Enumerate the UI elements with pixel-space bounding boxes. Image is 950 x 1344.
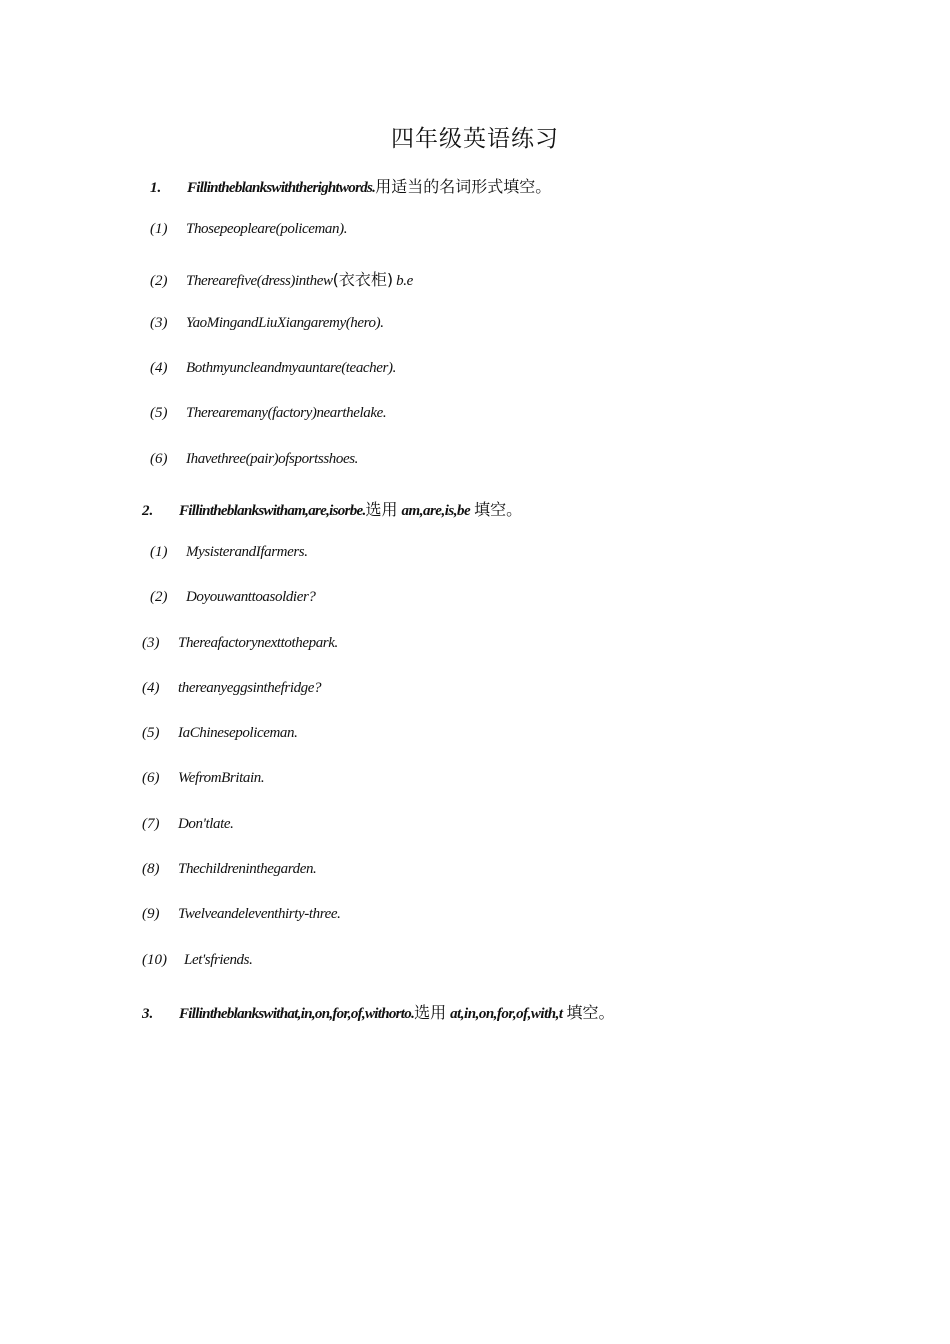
question-text: Doyouwanttoasoldier? [186, 589, 316, 605]
question-number: (2) [150, 273, 168, 289]
section-instruction-cn: 选用 [365, 500, 398, 519]
section-1-heading [150, 174, 551, 197]
question-number: (2) [150, 589, 168, 605]
question-item [142, 906, 340, 923]
section-instruction-cn-2: 填空。 [474, 500, 523, 519]
question-item [150, 405, 386, 422]
question-number: (10) [142, 952, 167, 968]
section-instruction-cn: 选用 [414, 1003, 447, 1022]
section-number: 3. [142, 1006, 154, 1022]
question-item [142, 680, 321, 697]
section-instruction-cn: 用适当的名词形式填空。 [375, 177, 552, 196]
question-number: (8) [142, 861, 160, 877]
question-text: YaoMingandLiuXiangaremy(hero). [186, 315, 384, 331]
question-number: (1) [150, 544, 168, 560]
section-instruction-en: Fillintheblankswithat,in,on,for,of,withorto. [179, 1006, 415, 1022]
question-number: (9) [142, 906, 160, 922]
question-number: (1) [150, 221, 168, 237]
question-number: (7) [142, 816, 160, 832]
question-text: IaChinesepoliceman. [178, 725, 298, 741]
question-number: (3) [150, 315, 168, 331]
question-number: (5) [150, 405, 168, 421]
question-text: Twelveandeleventhirty-three. [178, 906, 341, 922]
question-item [150, 267, 413, 290]
question-text: Let'sfriends. [184, 952, 253, 968]
question-hint-cn: (衣衣柜) [332, 270, 394, 289]
question-item [142, 816, 233, 833]
question-text-after: b.e [396, 273, 413, 289]
section-number: 2. [142, 503, 154, 519]
question-number: (3) [142, 635, 160, 651]
question-text: Thosepeopleare(policeman). [186, 221, 348, 237]
question-number: (4) [150, 360, 168, 376]
question-item [150, 451, 358, 468]
question-text: Bothmyuncleandmyauntare(teacher). [186, 360, 396, 376]
section-instruction-en-2: am,are,is,be [401, 503, 471, 519]
question-item [142, 861, 316, 878]
question-text: WefromBritain. [178, 770, 265, 786]
question-text: Ihavethree(pair)ofsportsshoes. [186, 451, 358, 467]
question-text: Therearemany(factory)nearthelake. [186, 405, 387, 421]
question-item [150, 360, 396, 377]
question-item [150, 315, 384, 332]
section-number: 1. [150, 180, 162, 196]
question-number: (5) [142, 725, 160, 741]
question-text: Don'tlate. [178, 816, 234, 832]
section-instruction-cn-2: 填空。 [566, 1003, 615, 1022]
question-text: Thereafactorynexttothepark. [178, 635, 338, 651]
question-text: Thechildreninthegarden. [178, 861, 317, 877]
section-instruction-en: Fillintheblankswiththerightwords. [187, 180, 376, 196]
section-instruction-en: Fillintheblankswitham,are,isorbe. [179, 503, 366, 519]
question-item [150, 544, 308, 561]
question-number: (4) [142, 680, 160, 696]
question-text: Therearefive(dress)inthew [186, 273, 333, 289]
section-instruction-en-2: at,in,on,for,of,with,t [450, 1006, 563, 1022]
question-item [142, 725, 297, 742]
question-number: (6) [150, 451, 168, 467]
question-item [150, 589, 316, 606]
question-item [150, 221, 347, 238]
section-3-heading [142, 1000, 615, 1023]
question-text: thereanyeggsinthefridge? [178, 680, 322, 696]
section-2-heading [142, 497, 522, 520]
question-item [142, 952, 252, 969]
question-item [142, 770, 264, 787]
question-number: (6) [142, 770, 160, 786]
page-title: 四年级英语练习 [391, 126, 559, 152]
question-text: MysisterandIfarmers. [186, 544, 308, 560]
question-item [142, 635, 338, 652]
